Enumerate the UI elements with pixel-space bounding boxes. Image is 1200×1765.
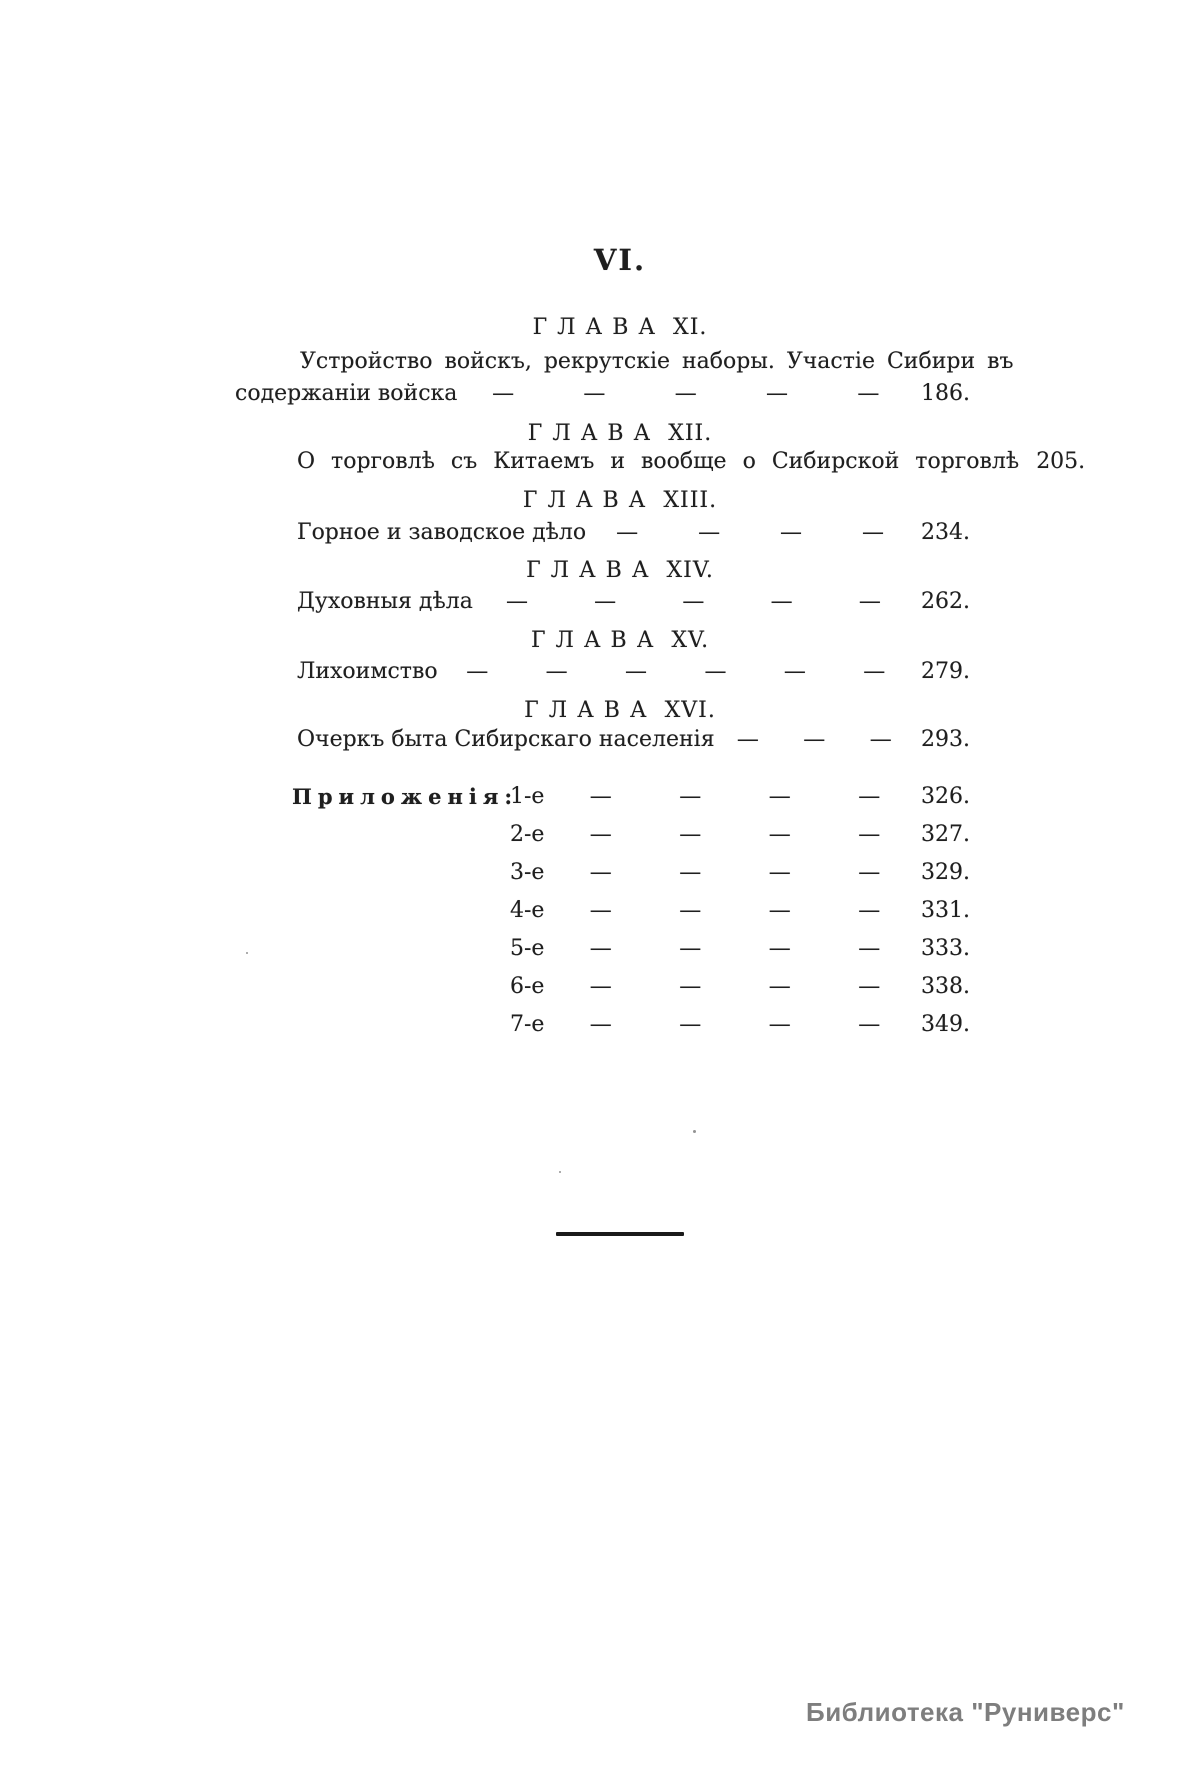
toc-entry-title: Горное и заводское дѣло (297, 520, 587, 545)
page-number: 327. (921, 822, 970, 847)
leader-dash: — (589, 784, 612, 809)
leader-dash: — (698, 520, 721, 545)
chapter-heading-word: ГЛАВА (526, 558, 659, 583)
leader-dash: — (589, 936, 612, 961)
leader-dash: — (858, 784, 881, 809)
leader-dash: — (679, 936, 702, 961)
toc-row (297, 659, 970, 684)
leader-dash: — (679, 784, 702, 809)
dash-leaders (556, 936, 914, 961)
leader-dash: — (589, 822, 612, 847)
toc-row (297, 520, 970, 545)
leader-dash: — (857, 381, 880, 406)
dash-leaders (556, 1012, 914, 1037)
leader-dash: — (858, 974, 881, 999)
toc-entry-title: Духовныя дѣла (297, 589, 473, 614)
dash-leaders (438, 659, 914, 684)
chapter-heading (40, 698, 1200, 723)
toc-row (297, 449, 1086, 474)
toc-row (297, 589, 970, 614)
leader-dash: — (869, 727, 892, 752)
leader-dash: — (679, 974, 702, 999)
leader-dash: — (858, 898, 881, 923)
dash-leaders (457, 381, 914, 406)
leader-dash: — (589, 1012, 612, 1037)
scan-speck (246, 952, 248, 954)
toc-row (297, 727, 970, 752)
leader-dash: — (768, 898, 791, 923)
page-number: 331. (921, 898, 970, 923)
leader-dash: — (768, 1012, 791, 1037)
leader-dash: — (583, 381, 606, 406)
leader-dash: — (674, 381, 697, 406)
chapter-heading-word: ГЛАВА (530, 628, 664, 653)
appendix-label: 6-е (510, 974, 545, 999)
leader-dash: — (780, 520, 803, 545)
chapter-heading (40, 488, 1200, 513)
leader-dash: — (679, 898, 702, 923)
chapter-heading-numeral: XII. (668, 421, 713, 446)
appendix-row (510, 974, 970, 999)
chapter-heading (40, 421, 1200, 446)
leader-dash: — (768, 822, 791, 847)
leader-dash: — (679, 860, 702, 885)
toc-entry-title: Лихоимство (297, 659, 438, 684)
dash-leaders (715, 727, 914, 752)
page-number: 329. (921, 860, 970, 885)
chapter-heading-numeral: XVI. (664, 698, 716, 723)
leader-dash: — (492, 381, 515, 406)
appendix-row (510, 898, 970, 923)
leader-dash: — (768, 936, 791, 961)
leader-dash: — (589, 898, 612, 923)
page-number: 262. (921, 589, 970, 614)
library-watermark: Библиотека "Руниверс" (806, 1697, 1125, 1727)
leader-dash: — (783, 659, 806, 684)
appendix-label: 4-е (510, 898, 545, 923)
leader-dash: — (589, 974, 612, 999)
toc-row (235, 381, 970, 406)
appendix-row (510, 822, 970, 847)
leader-dash: — (679, 822, 702, 847)
toc-entry-title: О торговлѣ съ Китаемъ и вообще о Сибирской торговлѣ (297, 449, 1020, 474)
page-number: 205. (1036, 449, 1086, 474)
chapter-heading-numeral: XIII. (663, 488, 718, 513)
leader-dash: — (863, 659, 886, 684)
appendix-row (510, 936, 970, 961)
chapter-heading-word: ГЛАВА (524, 698, 657, 723)
leader-dash: — (858, 936, 881, 961)
leader-dash: — (858, 822, 881, 847)
leader-dash: — (861, 520, 884, 545)
appendix-row (510, 1012, 970, 1037)
scan-speck (559, 1171, 561, 1173)
dash-leaders (556, 860, 914, 885)
leader-dash: — (704, 659, 727, 684)
page-number: 338. (921, 974, 970, 999)
end-rule (556, 1232, 684, 1236)
page-number: 279. (921, 659, 970, 684)
chapter-heading (40, 315, 1200, 340)
page-number: 234. (921, 520, 970, 545)
appendix-row (510, 860, 970, 885)
chapter-heading (40, 558, 1200, 583)
leader-dash: — (594, 589, 617, 614)
scan-speck (693, 1130, 696, 1133)
dash-leaders (556, 822, 914, 847)
dash-leaders (556, 974, 914, 999)
page-number: 186. (921, 381, 970, 406)
appendix-label: 7-е (510, 1012, 545, 1037)
leader-dash: — (766, 381, 788, 406)
appendix-label: 1-е (510, 784, 545, 809)
leader-dash: — (768, 860, 791, 885)
appendix-label: 3-е (510, 860, 545, 885)
page-roman-numeral: VI. (593, 243, 647, 277)
leader-dash: — (768, 974, 791, 999)
page-number: 349. (921, 1012, 970, 1037)
leader-dash: — (545, 659, 568, 684)
leader-dash: — (858, 589, 881, 614)
dash-leaders (586, 520, 914, 545)
leader-dash: — (858, 1012, 881, 1037)
leader-dash: — (625, 659, 648, 684)
toc-entry-title: Очеркъ быта Сибирскаго населенія (297, 727, 715, 752)
leader-dash: — (589, 860, 612, 885)
chapter-title-line: Устройство войскъ, рекрутскіе наборы. Участіе Сибири въ (300, 349, 1014, 374)
leader-dash: — (768, 784, 791, 809)
leader-dash: — (770, 589, 793, 614)
page-number: 333. (921, 936, 970, 961)
leader-dash: — (803, 727, 826, 752)
toc-entry-title: содержаніи войска (235, 381, 458, 406)
appendix-label: 5-е (510, 936, 545, 961)
chapter-heading-word: ГЛАВА (532, 315, 666, 340)
page-number: 293. (921, 727, 970, 752)
page-number: 326. (921, 784, 970, 809)
leader-dash: — (858, 860, 881, 885)
chapter-heading-numeral: XI. (673, 315, 708, 340)
dash-leaders (473, 589, 914, 614)
leader-dash: — (736, 727, 759, 752)
chapter-heading-numeral: XV. (671, 628, 710, 653)
leader-dash: — (679, 1012, 702, 1037)
leader-dash: — (466, 659, 489, 684)
appendix-label: 2-е (510, 822, 545, 847)
dash-leaders (556, 784, 914, 809)
chapter-heading (40, 628, 1200, 653)
appendix-row (510, 784, 970, 809)
chapter-heading-word: ГЛАВА (522, 488, 656, 513)
chapter-heading-word: ГЛАВА (527, 421, 661, 446)
dash-leaders (556, 898, 914, 923)
leader-dash: — (682, 589, 705, 614)
chapter-heading-numeral: XIV. (666, 558, 714, 583)
appendices-label: Приложенія: (292, 784, 519, 809)
leader-dash: — (616, 520, 639, 545)
leader-dash: — (505, 589, 528, 614)
